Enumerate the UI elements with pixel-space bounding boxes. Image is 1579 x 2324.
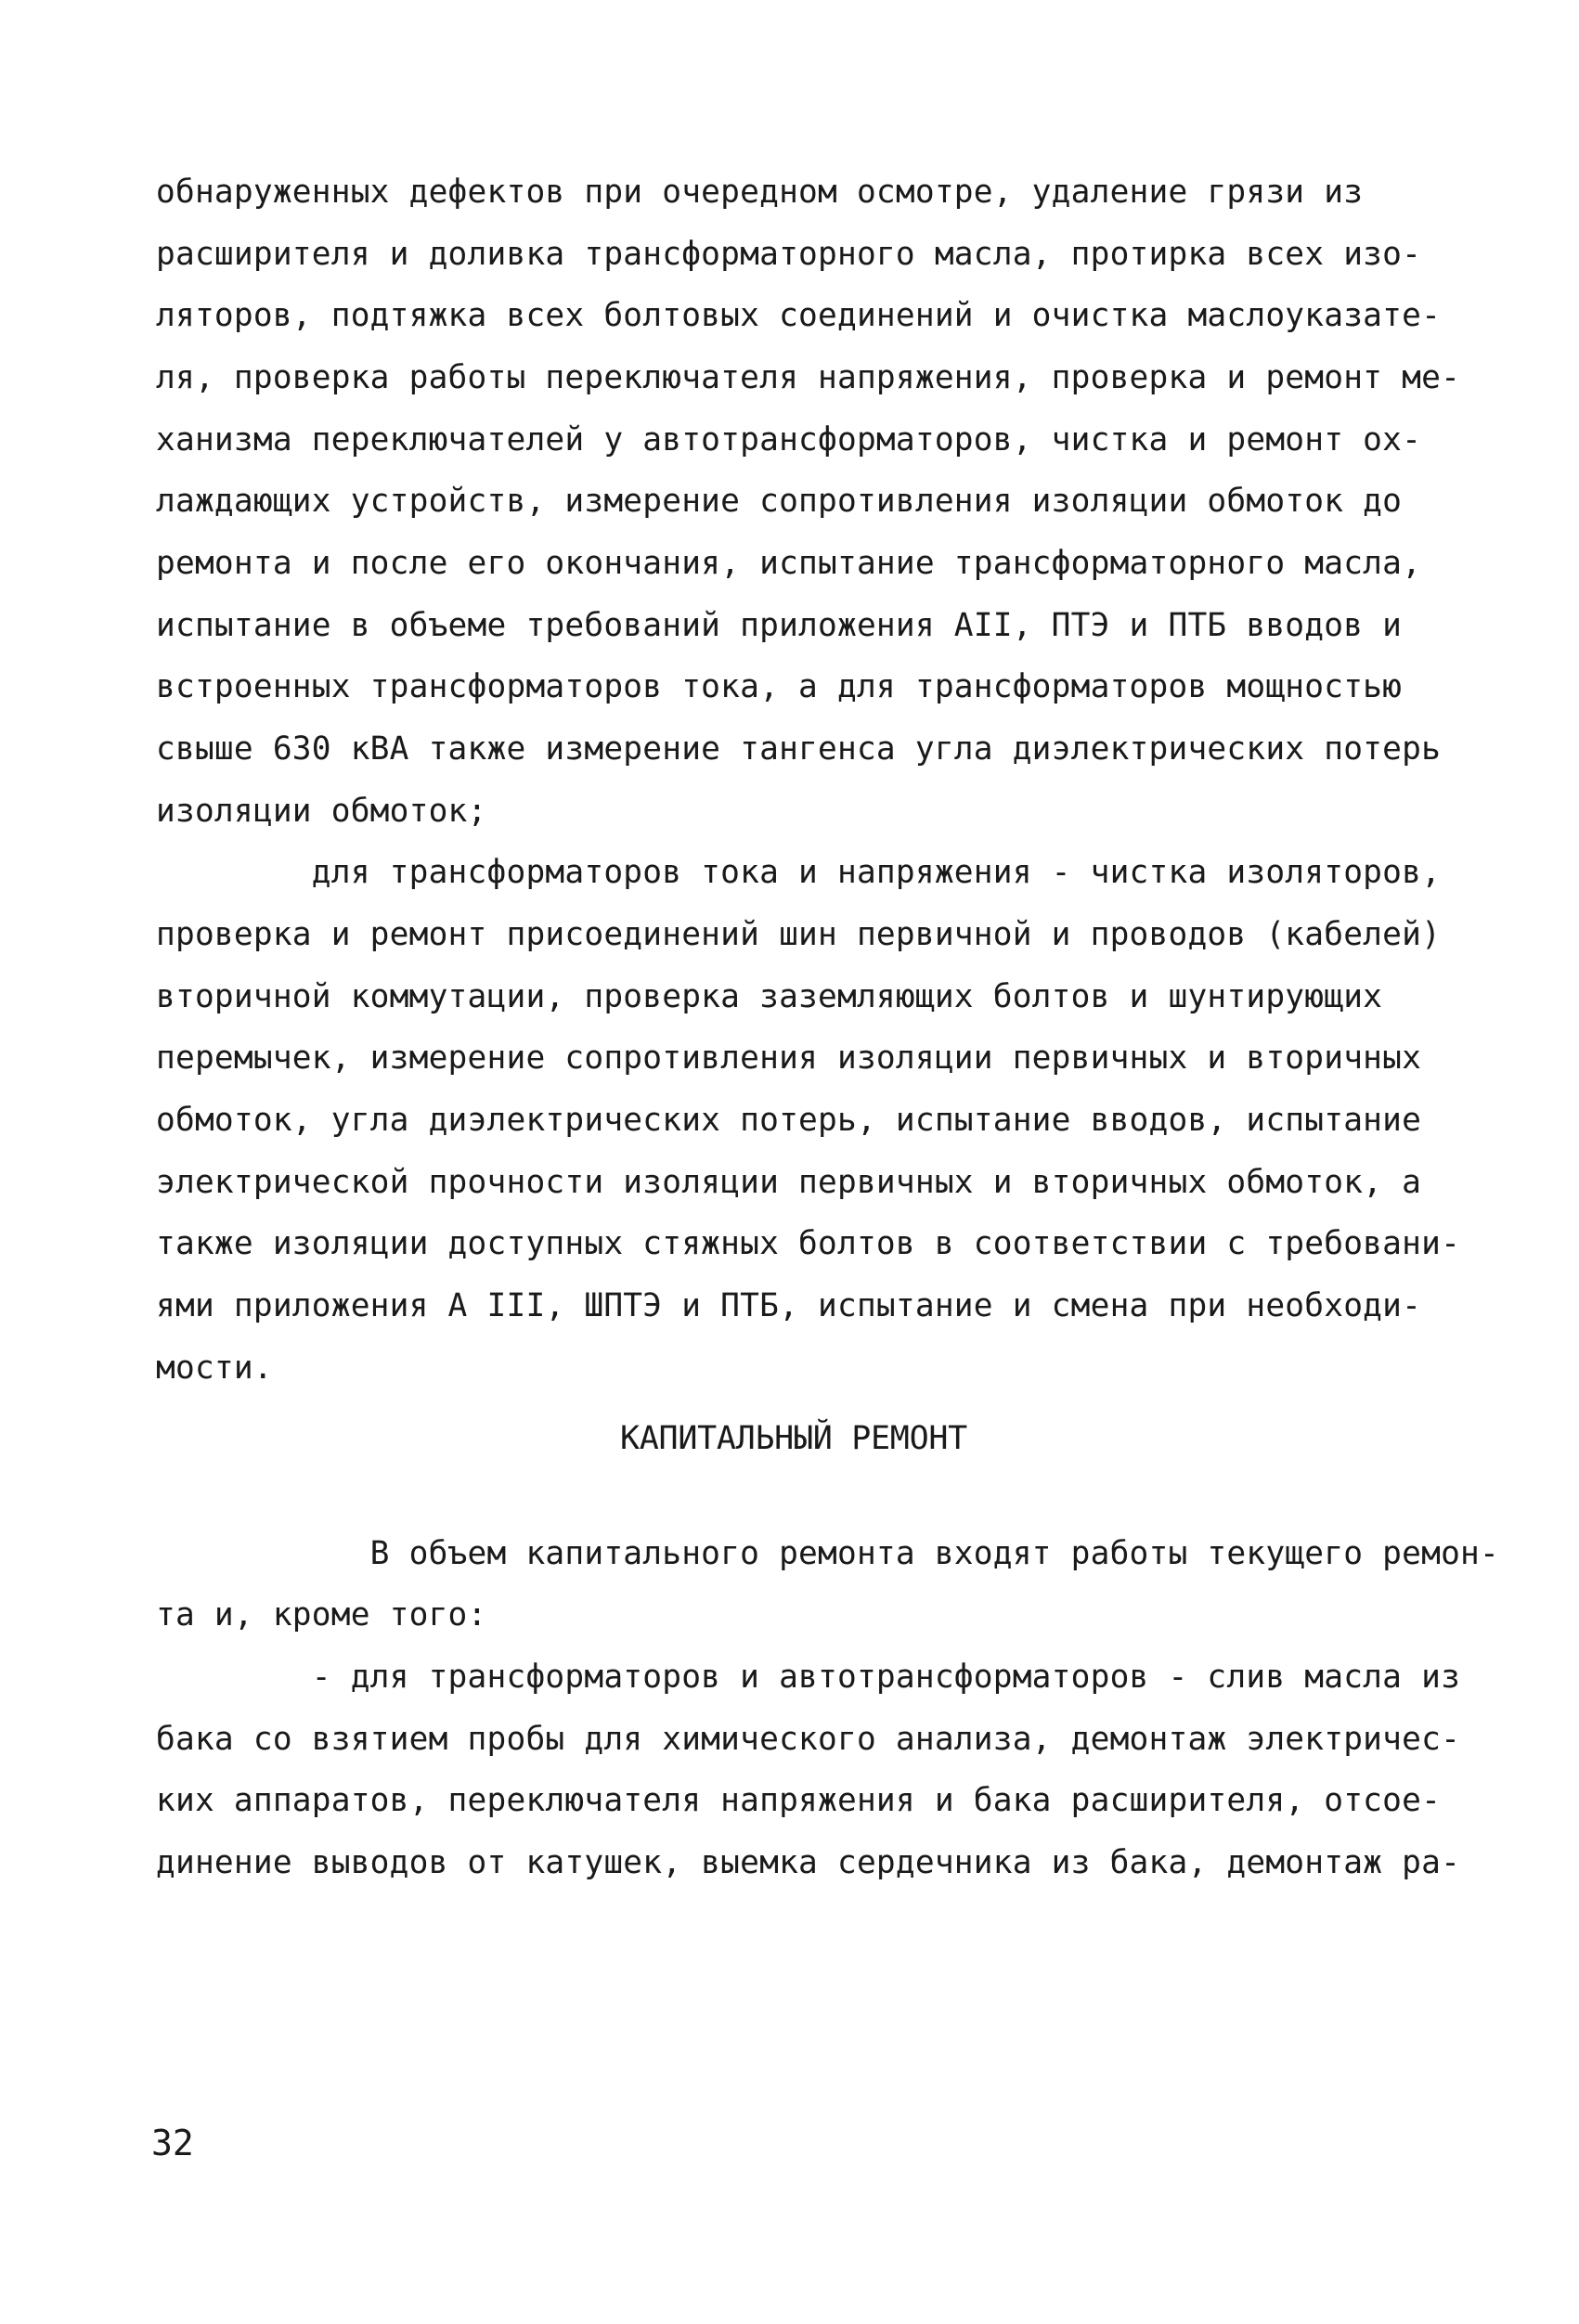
text-line: В объем капитального ремонта входят работы текущего ремон- (156, 1535, 1499, 1572)
text-line: вторичной коммутации, проверка заземляющих болтов и шунтирующих (156, 978, 1383, 1015)
text-line: встроенных трансформаторов тока, а для трансформаторов мощностью (156, 668, 1403, 705)
text-line: обнаруженных дефектов при очередном осмотре, удаление грязи из (156, 174, 1364, 211)
text-line: также изоляции доступных стяжных болтов в соответствии с требовани- (156, 1225, 1461, 1262)
text-line: та и, кроме того: (156, 1596, 487, 1633)
text-line: - для трансформаторов и автотрансформаторов - слив масла из (156, 1659, 1461, 1696)
text-line: лаждающих устройств, измерение сопротивления изоляции обмоток до (156, 483, 1403, 520)
page-number: 32 (151, 2123, 194, 2163)
text-line: электрической прочности изоляции первичных и вторичных обмоток, а (156, 1164, 1422, 1201)
text-line: бака со взятием пробы для химического анализа, демонтаж электричес- (156, 1721, 1461, 1758)
text-line: обмоток, угла диэлектрических потерь, испытание вводов, испытание (156, 1102, 1422, 1139)
text-line: перемычек, измерение сопротивления изоляции первичных и вторичных (156, 1039, 1422, 1077)
text-line: проверка и ремонт присоединений шин первичной и проводов (кабелей) (156, 916, 1442, 953)
text-line: ляторов, подтяжка всех болтовых соединений и очистка маслоуказате- (156, 297, 1442, 334)
text-line: испытание в объеме требований приложения АII, ПТЭ и ПТБ вводов и (156, 607, 1403, 644)
text-line: ремонта и после его окончания, испытание трансформаторного масла, (156, 545, 1422, 582)
text-line: динение выводов от катушек, выемка сердечника из бака, демонтаж ра- (156, 1844, 1461, 1881)
section-heading: КАПИТАЛЬНЫЙ РЕМОНТ (620, 1420, 967, 1457)
text-line: расширителя и доливка трансформаторного масла, протирка всех изо- (156, 236, 1422, 273)
text-line: ля, проверка работы переключателя напряжения, проверка и ремонт ме- (156, 359, 1461, 396)
text-line: свыше 630 кВА также измерение тангенса угла диэлектрических потерь (156, 730, 1442, 768)
text-line: изоляции обмоток; (156, 793, 487, 830)
text-line: для трансформаторов тока и напряжения - чистка изоляторов, (156, 854, 1442, 891)
text-line: ями приложения А III, ШПТЭ и ПТБ, испытание и смена при необходи- (156, 1287, 1422, 1324)
text-line: ких аппаратов, переключателя напряжения и бака расширителя, отсое- (156, 1782, 1442, 1819)
text-line: мости. (156, 1349, 273, 1387)
text-line: ханизма переключателей у автотрансформаторов, чистка и ремонт ох- (156, 421, 1422, 458)
